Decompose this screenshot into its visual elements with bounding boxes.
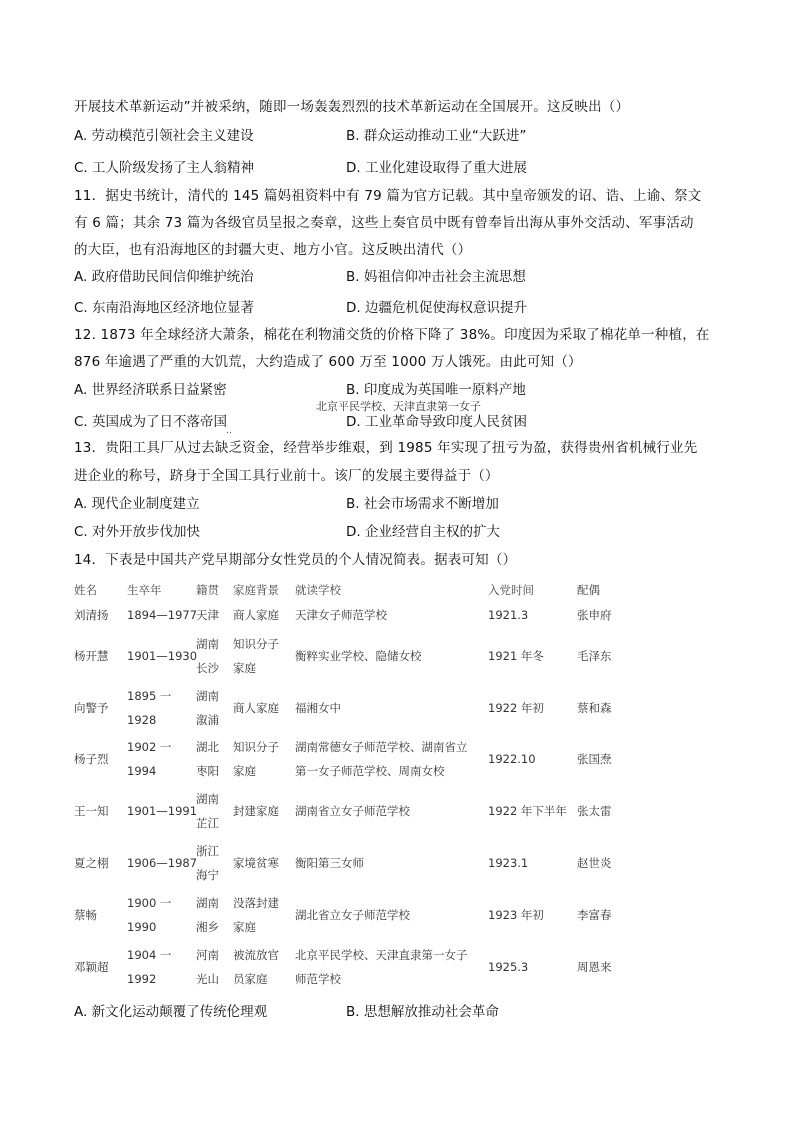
table-header-years: 生卒年 bbox=[127, 583, 162, 597]
cell-years: 1902 一 bbox=[127, 740, 172, 754]
table-header-school: 就读学校 bbox=[295, 583, 341, 597]
cell-years: 1928 bbox=[127, 713, 157, 727]
cell-joined: 1921.3 bbox=[488, 608, 529, 622]
cell-school: 衡粹实业学校、隐储女校 bbox=[295, 649, 422, 663]
cell-spouse: 毛泽东 bbox=[577, 649, 612, 663]
cell-years: 1901—1991 bbox=[127, 804, 198, 818]
q12-line-1: 12. 1873 年全球经济大萧条，棉花在利物浦交货的价格下降了 38%。印度因为采取了棉花单一种植，在 bbox=[74, 327, 710, 343]
cell-school: 北京平民学校、天津直隶第一女子 bbox=[295, 948, 468, 962]
cell-origin: 湖南 bbox=[196, 689, 219, 703]
cell-origin: 湖南 bbox=[196, 637, 219, 651]
cell-name: 邓颖超 bbox=[74, 960, 109, 974]
q14-line-1: 14．下表是中国共产党早期部分女性党员的个人情况简表。据表可知（） bbox=[74, 552, 517, 568]
q10-option-c: C. 工人阶级发扬了主人翁精神 bbox=[74, 160, 255, 176]
q12-option-c: C. 英国成为了日不落帝国 bbox=[74, 414, 228, 430]
cell-years: 1900 一 bbox=[127, 896, 172, 910]
cell-school: 衡阳第三女师 bbox=[295, 856, 364, 870]
cell-joined: 1923.1 bbox=[488, 856, 529, 870]
cell-school: 天津女子师范学校 bbox=[295, 608, 387, 622]
cell-family: 被流放官 bbox=[233, 948, 279, 962]
cell-school: 第一女子师范学校、周南女校 bbox=[295, 764, 445, 778]
q10-option-d: D. 工业化建设取得了重大进展 bbox=[346, 160, 527, 176]
cell-school: 湖南常德女子师范学校、湖南省立 bbox=[295, 740, 468, 754]
cell-years: 1990 bbox=[127, 920, 157, 934]
cell-name: 蔡畅 bbox=[74, 908, 97, 922]
q13-option-b: B. 社会市场需求不断增加 bbox=[346, 496, 499, 512]
cell-joined: 1923 年初 bbox=[488, 908, 544, 922]
cell-family: 知识分子 bbox=[233, 740, 279, 754]
table-header-family: 家庭背景 bbox=[233, 583, 279, 597]
q11-line-3: 的大臣，也有沿海地区的封疆大吏、地方小官。这反映出清代（） bbox=[74, 242, 472, 258]
cell-joined: 1922.10 bbox=[488, 752, 536, 766]
q13-option-a: A. 现代企业制度建立 bbox=[74, 496, 200, 512]
cell-spouse: 周恩来 bbox=[577, 960, 612, 974]
q12-option-b: B. 印度成为英国唯一原料产地 bbox=[346, 382, 526, 398]
table-header-origin: 籍贯 bbox=[196, 583, 219, 597]
cell-family: 没落封建 bbox=[233, 896, 279, 910]
cell-origin: 枣阳 bbox=[196, 764, 219, 778]
q11-option-a: A. 政府借助民间信仰维护统治 bbox=[74, 269, 254, 285]
cell-family: 知识分子 bbox=[233, 637, 279, 651]
q13-line-1: 13．贵阳工具厂从过去缺乏资金，经营举步维艰，到 1985 年实现了扭亏为盈，获得贵州省机械行业先 bbox=[74, 440, 698, 456]
cell-spouse: 蔡和森 bbox=[577, 701, 612, 715]
cell-joined: 1922 年初 bbox=[488, 701, 544, 715]
cell-origin: 湘乡 bbox=[196, 920, 219, 934]
table-header-spouse: 配偶 bbox=[577, 583, 600, 597]
cell-origin: 光山 bbox=[196, 972, 219, 986]
cell-origin: 海宁 bbox=[196, 868, 219, 882]
cell-name: 刘清扬 bbox=[74, 608, 109, 622]
cell-years: 1992 bbox=[127, 972, 157, 986]
cell-name: 向警予 bbox=[74, 701, 109, 715]
cell-origin: 河南 bbox=[196, 948, 219, 962]
cell-spouse: 张申府 bbox=[577, 608, 612, 622]
q14-option-b: B. 思想解放推动社会革命 bbox=[346, 1004, 499, 1020]
cell-school: 湖北省立女子师范学校 bbox=[295, 908, 410, 922]
cell-origin: 芷江 bbox=[196, 816, 219, 830]
cell-joined: 1921 年冬 bbox=[488, 649, 544, 663]
q13-line-2: 进企业的称号，跻身于全国工具行业前十。该厂的发展主要得益于（） bbox=[74, 468, 499, 484]
cell-years: 1904 一 bbox=[127, 948, 172, 962]
cell-years: 1894—1977 bbox=[127, 608, 198, 622]
cell-school: 师范学校 bbox=[295, 972, 341, 986]
stray-mark: ‥ bbox=[226, 426, 233, 436]
cell-spouse: 张太雷 bbox=[577, 804, 612, 818]
cell-name: 王一知 bbox=[74, 804, 109, 818]
q10-stem: 开展技术革新运动”并被采纳，随即一场轰轰烈烈的技术革新运动在全国展开。这反映出（） bbox=[74, 99, 630, 115]
cell-name: 杨开慧 bbox=[74, 649, 109, 663]
cell-years: 1994 bbox=[127, 764, 157, 778]
q11-line-1: 11．据史书统计，清代的 145 篇妈祖资料中有 79 篇为官方记载。其中皇帝颁发的诏、诰、上谕、祭文 bbox=[74, 188, 702, 204]
cell-name: 杨子烈 bbox=[74, 752, 109, 766]
cell-origin: 湖南 bbox=[196, 792, 219, 806]
q12-option-a: A. 世界经济联系日益紧密 bbox=[74, 382, 227, 398]
table-header-name: 姓名 bbox=[74, 583, 97, 597]
q10-option-a: A. 劳动模范引领社会主义建设 bbox=[74, 128, 254, 144]
q12-line-2: 876 年逾遇了严重的大饥荒，大约造成了 600 万至 1000 万人饿死。由此可知（） bbox=[74, 354, 582, 370]
cell-years: 1906—1987 bbox=[127, 856, 198, 870]
cell-spouse: 赵世炎 bbox=[577, 856, 612, 870]
cell-years: 1901—1930 bbox=[127, 649, 198, 663]
cell-family: 家境贫寒 bbox=[233, 856, 279, 870]
cell-family: 家庭 bbox=[233, 764, 256, 778]
overlapping-text-artifact: 北京平民学校、天津直隶第一女子 bbox=[316, 400, 481, 413]
q10-option-b: B. 群众运动推动工业“大跃进” bbox=[346, 128, 527, 144]
q11-option-d: D. 边疆危机促使海权意识提升 bbox=[346, 300, 527, 316]
cell-origin: 浙江 bbox=[196, 844, 219, 858]
q11-option-c: C. 东南沿海地区经济地位显著 bbox=[74, 300, 255, 316]
cell-years: 1895 一 bbox=[127, 689, 172, 703]
cell-family: 封建家庭 bbox=[233, 804, 279, 818]
cell-family: 家庭 bbox=[233, 661, 256, 675]
q11-line-2: 有 6 篇；其余 73 篇为各级官员呈报之奏章，这些上奏官员中既有曾奉旨出海从事外交活动、军事活动 bbox=[74, 215, 694, 231]
cell-family: 员家庭 bbox=[233, 972, 268, 986]
table-header-joined: 入党时间 bbox=[488, 583, 534, 597]
cell-spouse: 李富春 bbox=[577, 908, 612, 922]
cell-joined: 1922 年下半年 bbox=[488, 804, 567, 818]
cell-family: 商人家庭 bbox=[233, 608, 279, 622]
cell-origin: 湖南 bbox=[196, 896, 219, 910]
cell-origin: 长沙 bbox=[196, 661, 219, 675]
q12-option-d: D. 工业革命导致印度人民贫困 bbox=[346, 414, 527, 430]
cell-school: 福湘女中 bbox=[295, 701, 341, 715]
cell-origin: 溆浦 bbox=[196, 713, 219, 727]
cell-family: 家庭 bbox=[233, 920, 256, 934]
cell-spouse: 张国焘 bbox=[577, 752, 612, 766]
cell-name: 夏之栩 bbox=[74, 856, 109, 870]
q13-option-d: D. 企业经营自主权的扩大 bbox=[346, 524, 500, 540]
cell-origin: 天津 bbox=[196, 608, 219, 622]
cell-origin: 湖北 bbox=[196, 740, 219, 754]
cell-joined: 1925.3 bbox=[488, 960, 529, 974]
q11-option-b: B. 妈祖信仰冲击社会主流思想 bbox=[346, 269, 526, 285]
q13-option-c: C. 对外开放步伐加快 bbox=[74, 524, 201, 540]
q14-option-a: A. 新文化运动颠覆了传统伦理观 bbox=[74, 1004, 268, 1020]
cell-family: 商人家庭 bbox=[233, 701, 279, 715]
cell-school: 湖南省立女子师范学校 bbox=[295, 804, 410, 818]
